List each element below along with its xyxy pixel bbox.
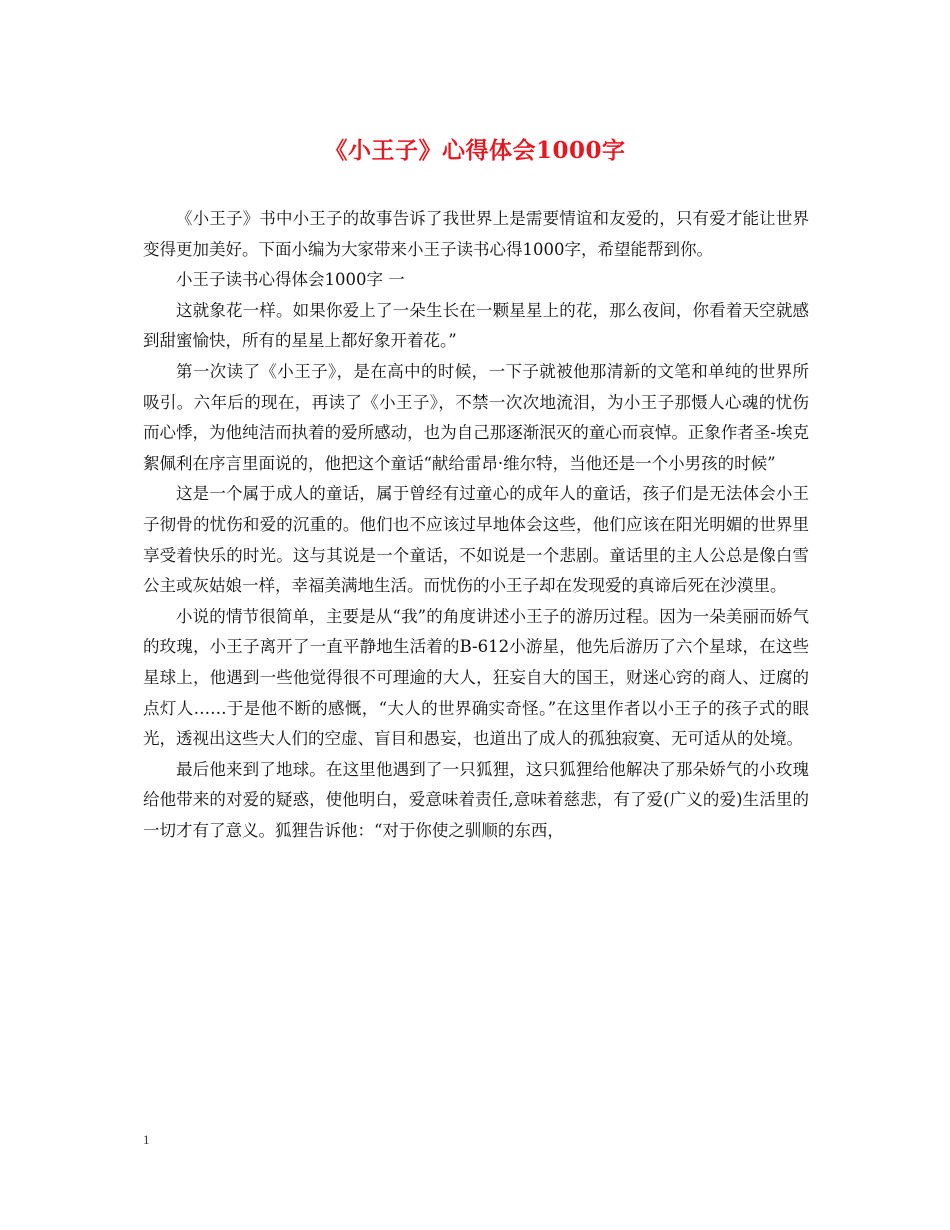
page-number: 1 xyxy=(143,1132,150,1147)
paragraph-quote: 这就象花一样。如果你爱上了一朵生长在一颗星星上的花，那么夜间，你看着天空就感到甜蜜愉快，所有的星星上都好象开着花。” xyxy=(143,300,809,351)
document-title: 《小王子》心得体会1000字 xyxy=(324,137,626,164)
paragraph-intro: 《小王子》书中小王子的故事告诉了我世界上是需要情谊和友爱的，只有爱才能让世界变得更加美好。下面小编为大家带来小王子读书心得1000字，希望能帮到你。 xyxy=(143,209,809,259)
paragraph-first-reading: 第一次读了《小王子》，是在高中的时候，一下子就被他那清新的文笔和单纯的世界所吸引。六年后的现在，再读了《小王子》，不禁一次次地流泪，为小王子那慑人心魂的忧伤而心悸，为他纯洁而执着的爱所感动，也为自己那逐渐泯灭的童心而哀悼。正象作者圣-埃克絮佩利在序言里面说的，他把这个童话“献给雷昂·维尔特，当他还是一个小男孩的时候” xyxy=(143,361,809,473)
paragraph-adult-fairytale: 这是一个属于成人的童话，属于曾经有过童心的成年人的童话，孩子们是无法体会小王子彻骨的忧伤和爱的沉重的。他们也不应该过早地体会这些，他们应该在阳光明媚的世界里享受着快乐的时光。这与其说是一个童话，不如说是一个悲剧。童话里的主人公总是像白雪公主或灰姑娘一样，幸福美满地生活。而忧伤的小王子却在发现爱的真谛后死在沙漠里。 xyxy=(143,484,809,596)
document-body xyxy=(143,204,809,846)
section-heading: 小王子读书心得体会1000字 一 xyxy=(176,270,405,290)
paragraph-plot: 小说的情节很简单，主要是从“我”的角度讲述小王子的游历过程。因为一朵美丽而娇气的玫瑰，小王子离开了一直平静地生活着的B-612小游星，他先后游历了六个星球，在这些星球上，他遇到一些他觉得很不可理逾的大人，狂妄自大的国王，财迷心窍的商人、迂腐的点灯人……于是他不断的感慨，“大人的世界确实奇怪。”在这里作者以小王子的孩子式的眼光，透视出这些大人们的空虚、盲目和愚妄，也道出了成人的孤独寂寞、无可适从的处境。 xyxy=(143,606,809,749)
paragraph-earth-fox: 最后他来到了地球。在这里他遇到了一只狐狸，这只狐狸给他解决了那朵娇气的小玫瑰给他带来的对爱的疑惑，使他明白，爱意味着责任,意味着慈悲，有了爱(广义的爱)生活里的一切才有了意义。狐狸告诉他：“对于你使之驯顺的东西， xyxy=(143,759,809,840)
